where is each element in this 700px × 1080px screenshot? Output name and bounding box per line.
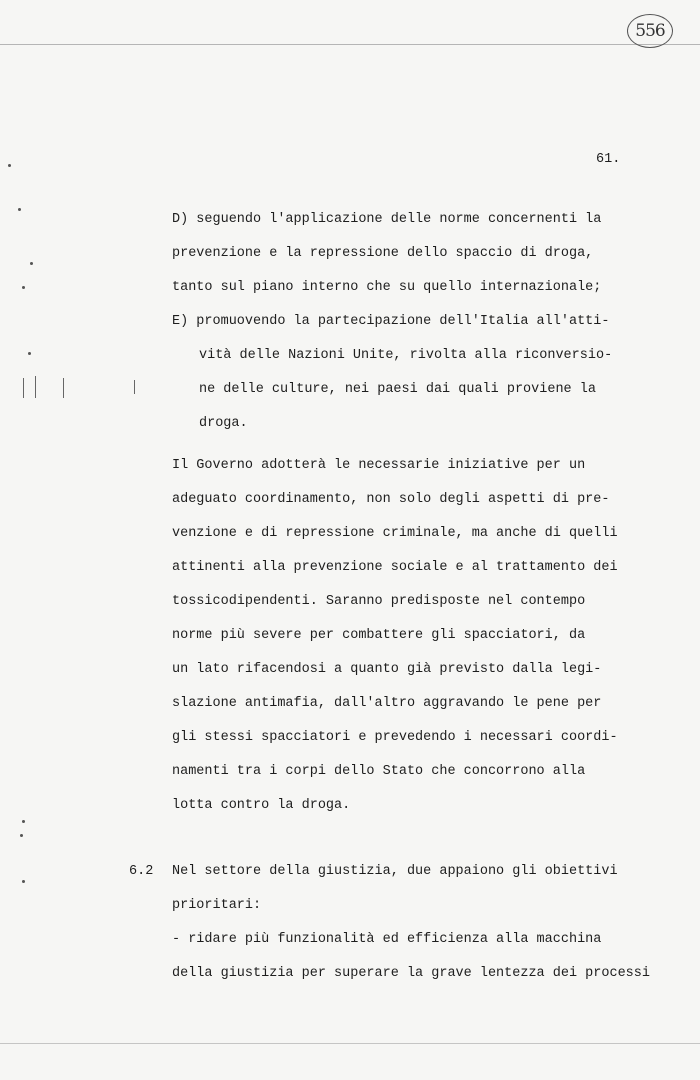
scan-speck (8, 164, 11, 167)
text-line: attinenti alla prevenzione sociale e al trattamento dei (172, 560, 618, 575)
text-line: venzione e di repressione criminale, ma anche di quelli (172, 526, 618, 541)
text-line: Nel settore della giustizia, due appaiono gli obiettivi (172, 864, 618, 879)
text-line: D) seguendo l'applicazione delle norme concernenti la (172, 212, 602, 227)
text-line: lotta contro la droga. (172, 798, 351, 813)
text-line: prevenzione e la repressione dello spaccio di droga, (172, 246, 594, 261)
text-line: tanto sul piano interno che su quello internazionale; (172, 280, 602, 295)
text-line: slazione antimafia, dall'altro aggravando le pene per (172, 696, 602, 711)
text-line: gli stessi spacciatori e prevedendo i necessari coordi- (172, 730, 618, 745)
text-line: namenti tra i corpi dello Stato che concorrono alla (172, 764, 586, 779)
text-line: ne delle culture, nei paesi dai quali proviene la (199, 382, 596, 397)
text-line: Il Governo adotterà le necessarie iniziative per un (172, 458, 586, 473)
text-line: prioritari: (172, 898, 262, 913)
bottom-scan-rule (0, 1043, 700, 1044)
page-stamp: 556 (627, 14, 673, 48)
text-line: norme più severe per combattere gli spacciatori, da (172, 628, 586, 643)
text-line: E) promuovendo la partecipazione dell'Italia all'atti- (172, 314, 610, 329)
section-number: 6.2 (129, 864, 154, 879)
text-line: della giustizia per superare la grave lentezza dei processi (172, 966, 650, 981)
margin-bar (134, 380, 135, 394)
scan-speck (20, 834, 23, 837)
margin-bar (35, 376, 36, 398)
margin-bar (23, 378, 24, 398)
margin-bar (63, 378, 64, 398)
text-line: vità delle Nazioni Unite, rivolta alla riconversio- (199, 348, 613, 363)
text-line: un lato rifacendosi a quanto già previsto dalla legi- (172, 662, 602, 677)
top-scan-rule (0, 44, 700, 45)
page-number: 61. (596, 152, 621, 167)
scan-speck (22, 820, 25, 823)
text-line: droga. (199, 416, 248, 431)
text-line: - ridare più funzionalità ed efficienza alla macchina (172, 932, 602, 947)
scan-speck (22, 286, 25, 289)
scan-speck (30, 262, 33, 265)
scan-speck (22, 880, 25, 883)
scan-speck (18, 208, 21, 211)
scan-speck (28, 352, 31, 355)
text-line: tossicodipendenti. Saranno predisposte nel contempo (172, 594, 586, 609)
text-line: adeguato coordinamento, non solo degli aspetti di pre- (172, 492, 610, 507)
